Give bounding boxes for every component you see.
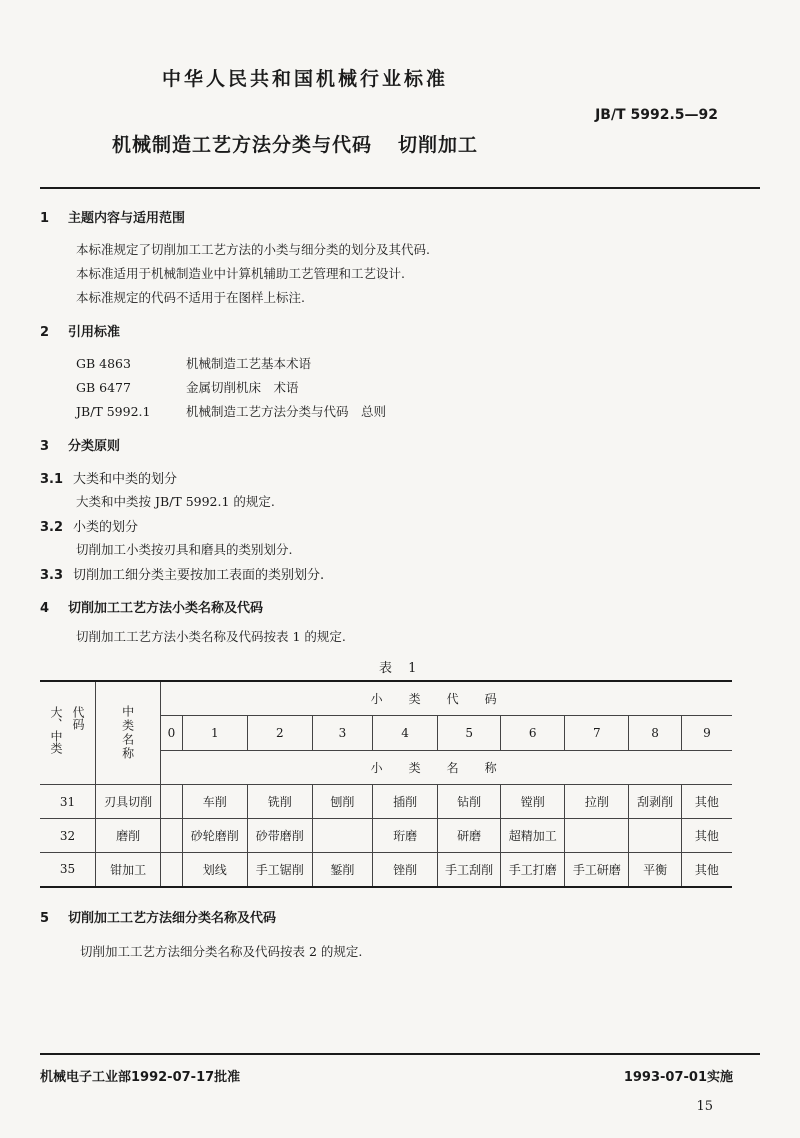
table-cell: 錾削 (312, 853, 372, 887)
header-major-mid: 大、中类 (49, 706, 63, 754)
table-cell: 其他 (681, 819, 732, 853)
table-cell: 砂带磨削 (247, 819, 312, 853)
header-major-mid-code (40, 681, 96, 785)
code-cell: 4 (373, 716, 438, 751)
table-cell: 镗削 (501, 785, 565, 819)
table-cell: 锉削 (373, 853, 438, 887)
table-caption: 表 1 (379, 661, 423, 676)
reference-code: JB/T 5992.1 (76, 404, 151, 419)
table-row (40, 785, 732, 819)
row-code: 31 (40, 785, 96, 819)
code-cell: 5 (438, 716, 501, 751)
table-cell: 手工刮削 (438, 853, 501, 887)
subsection-3-3-heading: 3.3 切削加工细分类主要按加工表面的类别划分. (40, 568, 325, 583)
bottom-divider (40, 1053, 760, 1055)
row-code: 32 (40, 819, 96, 853)
reference-name: 机械制造工艺基本术语 (186, 356, 312, 371)
table-cell (312, 819, 372, 853)
row-name: 钳加工 (96, 853, 161, 887)
reference-name: 机械制造工艺方法分类与代码 总则 (186, 404, 387, 419)
section-3-heading: 3 分类原则 (40, 439, 121, 454)
table-cell: 手工研磨 (565, 853, 629, 887)
document-title (112, 130, 478, 157)
table-cell (565, 819, 629, 853)
approval-date: 机械电子工业部1992-07-17批准 (40, 1070, 241, 1085)
section-1-para-3: 本标准规定的代码不适用于在图样上标注. (76, 290, 305, 305)
table-cell: 研磨 (438, 819, 501, 853)
reference-code: GB 6477 (76, 380, 131, 395)
table-cell: 铣削 (247, 785, 312, 819)
standard-header: 中华人民共和国机械行业标准 (162, 68, 449, 90)
header-group-name: 小类名称 (161, 750, 732, 785)
section-4-heading: 4 切削加工工艺方法小类名称及代码 (40, 601, 264, 616)
code-cell: 3 (312, 716, 372, 751)
page-number: 15 (696, 1099, 713, 1114)
header-group-code: 小类代码 (161, 681, 732, 716)
reference-item (76, 354, 311, 372)
table-row (40, 853, 732, 887)
reference-item (76, 402, 386, 420)
reference-name: 金属切削机床 术语 (186, 380, 299, 395)
code-cell: 8 (629, 716, 682, 751)
table-cell: 手工打磨 (501, 853, 565, 887)
subsection-3-1-text: 大类和中类按 JB/T 5992.1 的规定. (76, 494, 275, 509)
section-4-text: 切削加工工艺方法小类名称及代码按表 1 的规定. (76, 629, 346, 644)
section-5-heading: 5 切削加工工艺方法细分类名称及代码 (40, 911, 277, 926)
table-cell: 其他 (681, 785, 732, 819)
table-cell: 其他 (681, 853, 732, 887)
table-cell: 平衡 (629, 853, 682, 887)
row-code: 35 (40, 853, 96, 887)
subsection-3-2-heading: 3.2 小类的划分 (40, 520, 139, 535)
reference-item (76, 378, 299, 396)
code-cell: 9 (681, 716, 732, 751)
table-cell: 砂轮磨削 (182, 819, 247, 853)
code-cell: 1 (182, 716, 247, 751)
header-mid-name: 中类名称 (96, 681, 161, 785)
row-name: 刃具切削 (96, 785, 161, 819)
table-cell: 珩磨 (373, 819, 438, 853)
subsection-3-2-text: 切削加工小类按刃具和磨具的类别划分. (76, 542, 293, 557)
header-code: 代码 (71, 706, 85, 730)
table-cell: 车削 (182, 785, 247, 819)
code-cell: 6 (501, 716, 565, 751)
code-cell: 0 (161, 716, 183, 751)
subsection-3-1-heading: 3.1 大类和中类的划分 (40, 472, 178, 487)
table-cell: 刨削 (312, 785, 372, 819)
title-sub: 切削加工 (398, 134, 479, 156)
table-cell: 钻削 (438, 785, 501, 819)
section-5-text: 切削加工工艺方法细分类名称及代码按表 2 的规定. (80, 944, 363, 959)
table-1 (40, 680, 732, 888)
code-cell: 2 (247, 716, 312, 751)
table-cell: 超精加工 (501, 819, 565, 853)
top-divider (40, 187, 760, 189)
row-name: 磨削 (96, 819, 161, 853)
section-1-heading: 1 主题内容与适用范围 (40, 211, 186, 226)
section-1-para-2: 本标准适用于机械制造业中计算机辅助工艺管理和工艺设计. (76, 266, 405, 281)
title-main: 机械制造工艺方法分类与代码 (112, 134, 373, 156)
table-cell (629, 819, 682, 853)
section-1-para-1: 本标准规定了切削加工工艺方法的小类与细分类的划分及其代码. (76, 242, 430, 257)
effective-date: 1993-07-01实施 (623, 1070, 733, 1085)
code-cell: 7 (565, 716, 629, 751)
table-cell: 拉削 (565, 785, 629, 819)
table-cell: 手工锯削 (247, 853, 312, 887)
table-cell: 划线 (182, 853, 247, 887)
section-2-heading: 2 引用标准 (40, 325, 121, 340)
reference-code: GB 4863 (76, 356, 131, 371)
table-row (40, 819, 732, 853)
table-cell: 刮剥削 (629, 785, 682, 819)
table-cell: 插削 (373, 785, 438, 819)
standard-code: JB/T 5992.5—92 (595, 107, 718, 123)
table-cell (161, 785, 183, 819)
table-cell (161, 819, 183, 853)
table-cell (161, 853, 183, 887)
